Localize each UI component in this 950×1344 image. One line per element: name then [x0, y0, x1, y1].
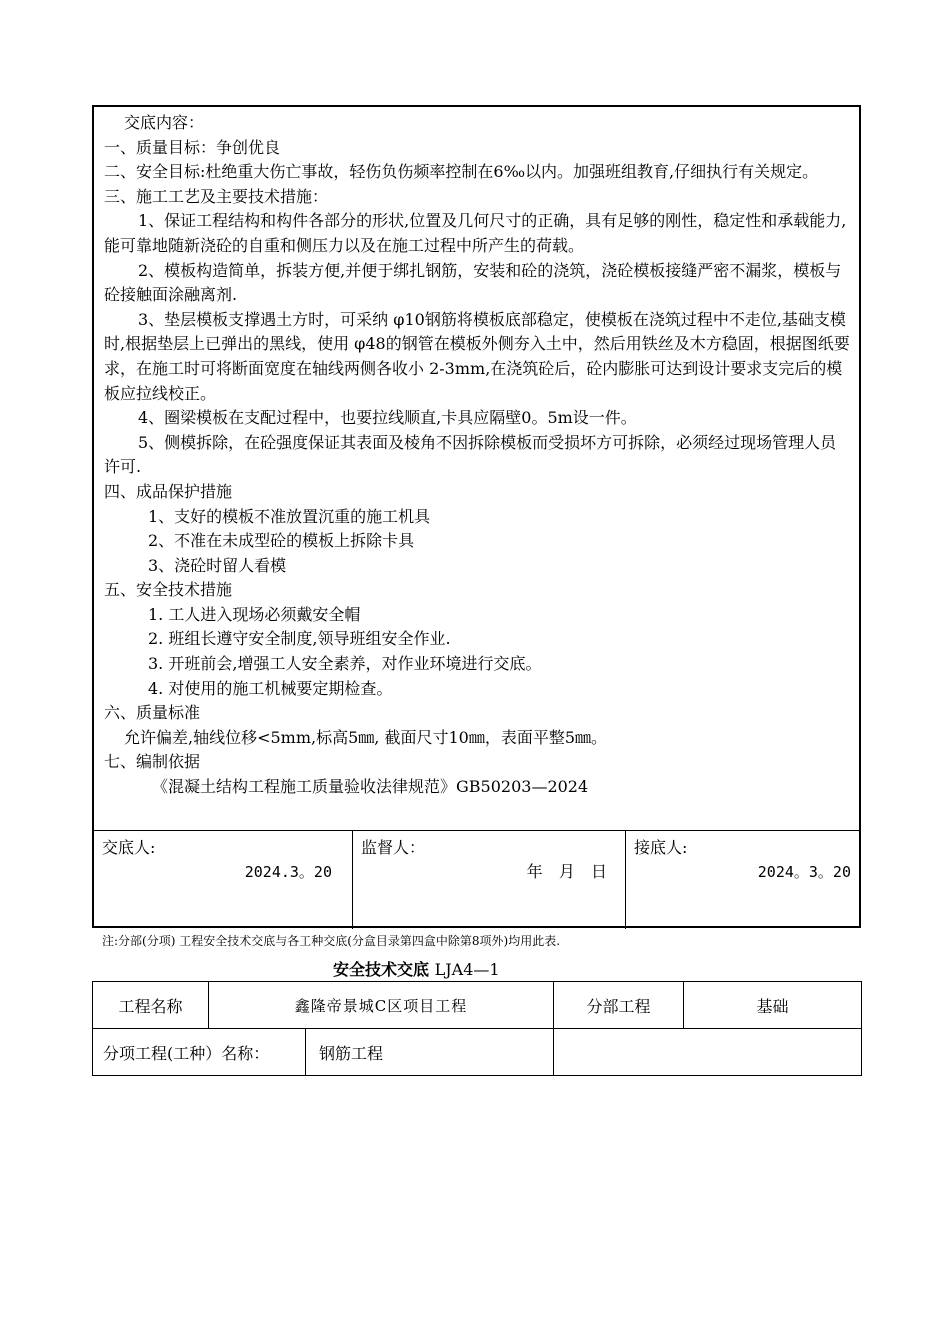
receiver-label: 接底人:: [634, 838, 688, 857]
supervisor-label: 监督人：: [361, 838, 426, 857]
discloser-label: 交底人:: [102, 838, 156, 857]
subitem-cell: [93, 1029, 554, 1076]
form-code: LJA4—1: [434, 960, 500, 979]
table-row: [93, 1029, 862, 1076]
content-line: 六、质量标准: [104, 703, 201, 723]
form-title-text: 安全技术交底: [333, 960, 430, 979]
content-line: 3、浇砼时留人看模: [148, 555, 287, 575]
signature-row: [94, 830, 859, 929]
discloser-cell: [94, 831, 352, 929]
disclosure-content-box: [92, 105, 861, 928]
subitem-value: 钢筋工程: [305, 1029, 383, 1075]
content-line: 四、成品保护措施: [104, 481, 233, 501]
content-line: 2、不准在未成型砼的模板上拆除卡具: [148, 531, 415, 551]
discloser-date: 2024.3。20: [244, 863, 332, 881]
content-line: 一、质量目标：争创优良: [104, 137, 281, 157]
content-line: 4、圈梁模板在支配过程中，也要拉线顺直,卡具应隔壁0。5m设一件。: [138, 408, 637, 428]
content-line: 五、安全技术措施: [104, 580, 233, 600]
project-name-value: 鑫隆帝景城C区项目工程: [209, 982, 554, 1029]
content-line: 3、垫层模板支撑遇土方时，可采纳 φ10钢筋将模板底部稳定，使模板在浇筑过程中不走位,基础支模时,根据垫层上已弹出的黑线，使用 φ48的钢管在模板外侧夯入土中，然后用铁丝及木方稳固，根据图纸要求，在施工时可将断面宽度在轴线两侧各收小 2-3mm,在浇筑砼后，砼内膨胀可达到设计要求支完后的模板应拉线校正。: [104, 309, 850, 403]
footnote: 注:分部(分项) 工程安全技术交底与各工种交底(分盒目录第四盒中除第8项外)均用此表.: [102, 934, 561, 948]
subitem-label: 分项工程(工种）名称：: [103, 1043, 270, 1063]
table-row: [93, 982, 862, 1029]
receiver-cell: [625, 831, 859, 929]
content-line: 允许偏差,轴线位移<5mm,标高5㎜, 截面尺寸10㎜，表面平整5㎜。: [124, 727, 607, 747]
content-line: 《混凝土结构工程施工质量验收法律规范》GB50203—2024: [152, 777, 589, 797]
content-line: 2. 班组长遵守安全制度,领导班组安全作业.: [148, 629, 451, 649]
content-line: 4. 对使用的施工机械要定期检查。: [148, 678, 393, 698]
project-name-label: 工程名称: [93, 982, 209, 1029]
supervisor-date: 年 月 日: [526, 862, 609, 881]
content-line: 三、施工工艺及主要技术措施：: [104, 186, 329, 206]
division-value: 基础: [684, 982, 862, 1029]
content-line: 3. 开班前会,增强工人安全素养，对作业环境进行交底。: [148, 654, 542, 674]
content-line: 1、支好的模板不准放置沉重的施工机具: [148, 506, 431, 526]
disclosure-content: [94, 107, 859, 800]
content-line: 1、保证工程结构和构件各部分的形状,位置及几何尺寸的正确，具有足够的刚性，稳定性和承载能力,能可靠地随新浇砼的自重和侧压力以及在施工过程中所产生的荷载。: [104, 211, 847, 255]
content-heading: 交底内容：: [124, 113, 205, 132]
project-info-table: [92, 981, 862, 1076]
receiver-date: 2024。3。20: [757, 863, 851, 881]
subitem-blank: [554, 1029, 862, 1076]
content-line: 七、编制依据: [104, 752, 201, 772]
content-line: 5、侧模拆除，在砼强度保证其表面及棱角不因拆除模板而受损坏方可拆除，必须经过现场管理人员许可.: [104, 432, 837, 477]
content-line: 2、模板构造简单，拆装方便,并便于绑扎钢筋，安装和砼的浇筑，浇砼模板接缝严密不漏浆，模板与砼接触面涂融离剂.: [104, 260, 842, 305]
content-line: 二、安全目标:杜绝重大伤亡事故，轻伤负伤频率控制在6‰以内。加强班组教育,仔细执行有关规定。: [104, 162, 819, 182]
content-line: 1. 工人进入现场必须戴安全帽: [148, 604, 361, 624]
form-title: [333, 957, 500, 980]
division-label: 分部工程: [554, 982, 684, 1029]
supervisor-cell: [352, 831, 625, 929]
